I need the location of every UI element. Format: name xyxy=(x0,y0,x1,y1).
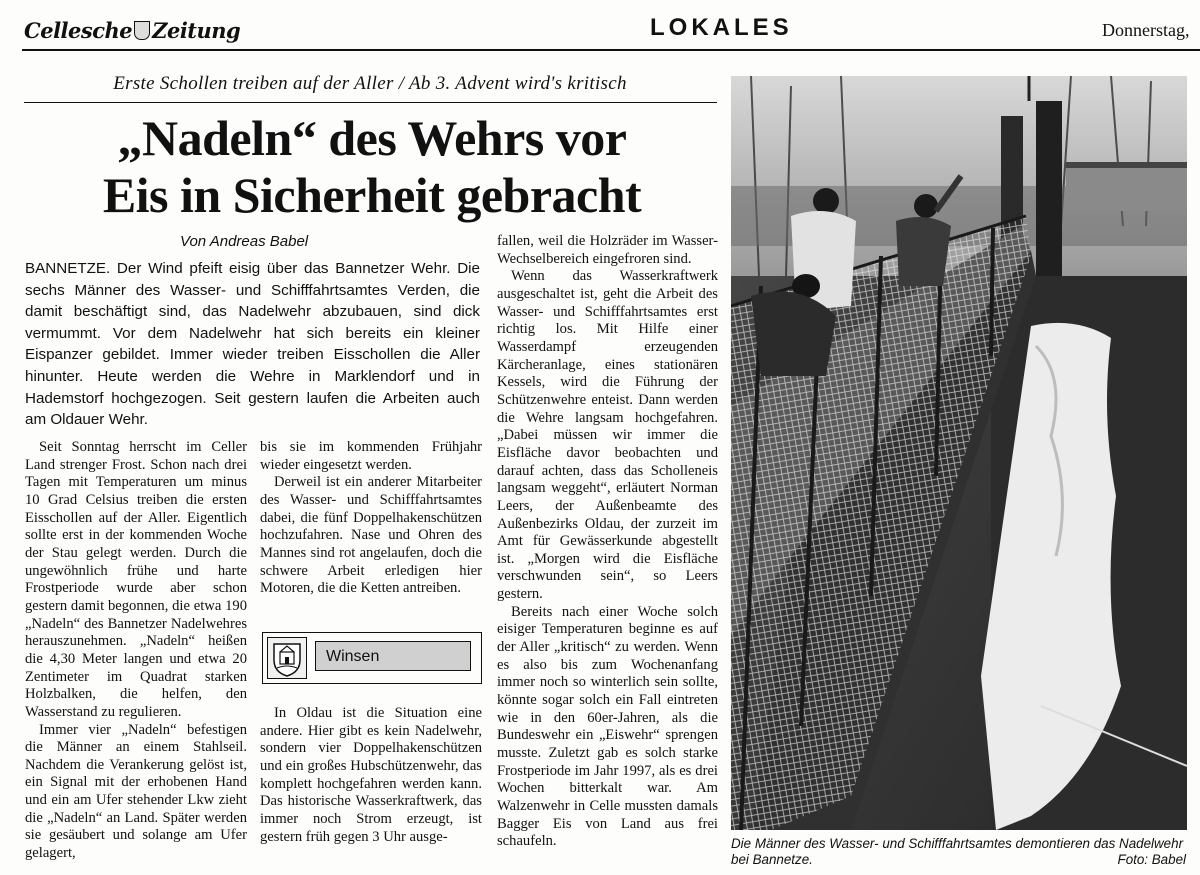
paragraph: Seit Sonntag herrscht im Celler Land strenger Frost. Schon nach drei Tagen mit Temperaturen um minus 10 Grad Celsius treiben die ersten Eisschollen auf der Aller. Eigentlich sollte erst in der kommenden Woche der Stau gelegt werden. Durch die ungewöhnlich frühe und harte Frostperiode wurde aber schon gestern damit begonnen, die etwa 190 „Nadeln“ des Bannetzer Nadelwehres herauszunehmen. „Nadeln“ heißen die 4,30 Meter langen und etwa 20 Zentimeter im Quadrat starken Holzbalken, die helfen, den Wasserstand zu regulieren. xyxy=(25,439,247,720)
dateline: Donnerstag, xyxy=(1102,20,1190,40)
article-photo xyxy=(731,76,1187,830)
body-column-1 xyxy=(25,439,247,863)
kicker-rule xyxy=(24,102,717,103)
body-column-2 xyxy=(260,439,482,598)
paragraph: Immer vier „Nadeln“ befestigen die Männer an einem Stahlseil. Nachdem die Verankerung gelöst ist, ein Signal mit der erhobenen Hand und ein am Ufer stehender Lkw zieht die „Nadeln“ an Land. Später werden sie gesäubert und solange am Ufer gelagert, xyxy=(25,721,247,862)
photo-credit: Foto: Babel xyxy=(1117,852,1186,867)
intro-paragraph: BANNETZE. Der Wind pfeift eisig über das Bannetzer Wehr. Die sechs Männer des Wasser- und Schifffahrtsamtes Verden, die damit beschäftigt sind, das Nadelwehr abzubauen, sind dick vermummt. Vor dem Nadelwehr hat sich bereits ein kleiner Eispanzer gebildet. Immer wieder treiben Eisschollen die Aller hinunter. Heute werden die Wehre in Marklendorf und in Hademstorf hochgezogen. Seit gestern laufen die Arbeiten auch am Oldauer Wehr. xyxy=(25,260,480,429)
section-title: LOKALES xyxy=(650,14,793,41)
headline xyxy=(24,110,720,224)
caption-text: Die Männer des Wasser- und Schifffahrtsamtes demontieren das Nadelwehr bei Bannetze. xyxy=(731,836,1184,867)
photo-caption xyxy=(731,836,1186,868)
infobox-label: Winsen xyxy=(315,641,471,671)
paragraph: fallen, weil die Holzräder im Wasser-Wechselbereich eingefroren sind. xyxy=(497,233,718,267)
town-crest-icon xyxy=(267,637,307,679)
body-column-2-continued xyxy=(260,705,482,846)
header-rule xyxy=(22,49,1200,51)
kicker: Erste Schollen treiben auf der Aller / Ab 3. Advent wird's kritisch xyxy=(113,73,627,94)
location-infobox xyxy=(262,632,482,684)
weir-photo-illustration xyxy=(731,76,1187,830)
headline-line-1: „Nadeln“ des Wehrs vor xyxy=(117,110,627,166)
paragraph: Bereits nach einer Woche solch eisiger Temperaturen beginne es auf der Aller „kritisch“ zu werden. Wenn es also bis zum Wochenanfang immer noch so winterlich sein sollte, könnte sogar solch ein Fall eintreten wie in den 60er-Jahren, als die Bundeswehr ein „Eiswehr“ sprengen musste. Zuletzt gab es solch starke Frostperiode im Jahr 1997, als es drei Wochen bitterkalt war. Am Walzenwehr in Celle mussten damals Bagger Eis von Land aus frei schaufeln. xyxy=(497,603,718,850)
paragraph: Wenn das Wasserkraftwerk ausgeschaltet ist, geht die Arbeit des Wasser- und Schifffahrtsamtes erst richtig los. Mit Hilfe einer Wasserdampf erzeugenden Kärcheranlage, eines stationären Kessels, wird die Führung der Schützenwehre enteist. Dann werden die Wehre langsam hochgefahren. „Dabei müssen wir immer die Eisfläche davor beobachten und darauf achten, dass das Scholleneis langsam weggeht“, erläutert Norman Leers, der Außenbeamte des Außenbezirks Oldau, der zurzeit im Amt für Gewässerkunde abgestellt ist. „Morgen wird die Eisfläche verschwunden sein“, so Leers gestern. xyxy=(497,268,718,603)
headline-line-2: Eis in Sicherheit gebracht xyxy=(102,167,642,223)
paragraph: Derweil ist ein anderer Mitarbeiter des Wasser- und Schifffahrtsamtes dabei, die fünf Doppelhakenschützen hochzufahren. Nase und Ohren des Mannes sind rot angelaufen, doch die schwere Arbeit erledigen hier Motoren, die die Ketten antreiben. xyxy=(260,474,482,597)
paragraph: In Oldau ist die Situation eine andere. Hier gibt es kein Nadelwehr, sondern vier Doppelhakenschützen und ein großes Hubschützenwehr, das komplett hochgefahren werden kann. Das historische Wasserkraftwerk, das immer noch Strom erzeugt, ist gestern früh gegen 3 Uhr ausge- xyxy=(260,705,482,845)
coat-of-arms-icon xyxy=(134,21,150,40)
masthead-right: Zeitung xyxy=(152,18,241,43)
byline: Von Andreas Babel xyxy=(180,233,309,250)
masthead xyxy=(24,18,240,43)
body-column-3 xyxy=(497,233,718,851)
paragraph: bis sie im kommenden Frühjahr wieder eingesetzt werden. xyxy=(260,439,482,473)
masthead-left: Cellesche xyxy=(24,18,133,43)
